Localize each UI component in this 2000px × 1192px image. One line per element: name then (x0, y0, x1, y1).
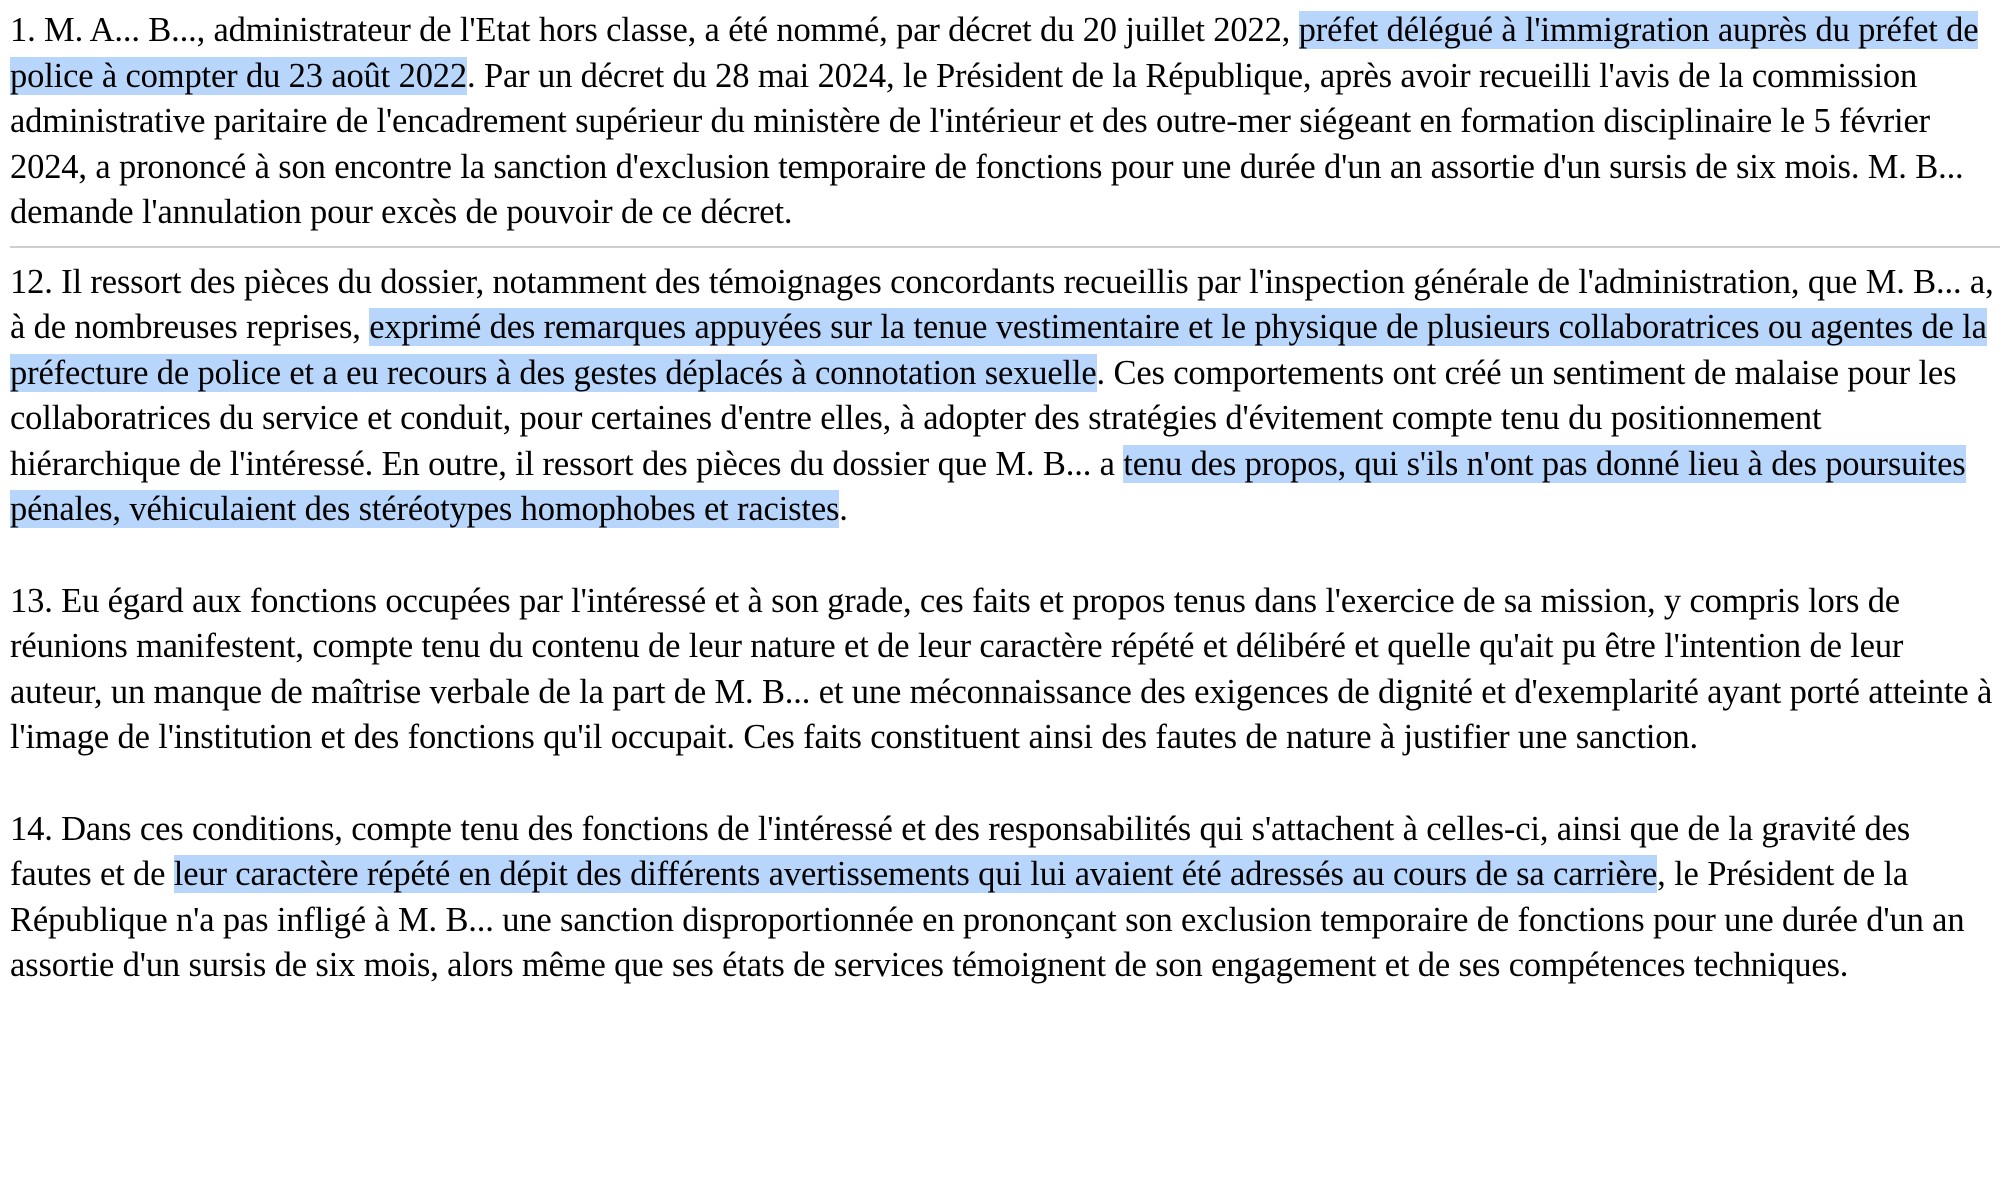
paragraph-14 (10, 807, 2000, 989)
text-segment: 14. Dans ces conditions, compte tenu des fonctions de l'intéressé et des responsabilités qui s'attachent à celles-ci, ainsi que de la gravité des fautes et de (10, 809, 1911, 893)
text-segment: , le Président de la République n'a pas infligé à M. B... une sanction disproportionnée en prononçant son exclusion temporaire de fonctions pour une durée d'un an assortie d'un sursis de six mois, alors même que ses états de services témoignent de son engagement et de ses compétences techniques. (10, 855, 1965, 984)
highlighted-text[interactable]: préfet délégué à l'immigration auprès du préfet de police à compter du 23 août 2022 (10, 11, 1979, 95)
paragraph-spacer (10, 761, 2000, 807)
paragraph-spacer (10, 533, 2000, 579)
paragraph-12 (10, 260, 2000, 533)
section-divider (10, 246, 2000, 248)
text-segment: . Ces comportements ont créé un sentiment de malaise pour les collaboratrices du service et conduit, pour certaines d'entre elles, à adopter des stratégies d'évitement compte tenu du positionnement hiérarchique de l'intéressé. En outre, il ressort des pièces du dossier que M. B... a (10, 353, 1957, 483)
text-segment: 1. M. A... B..., administrateur de l'Etat hors classe, a été nommé, par décret du 20 juillet 2022, (10, 11, 1299, 49)
text-segment: . Par un décret du 28 mai 2024, le Président de la République, après avoir recueilli l'avis de la commission administrative paritaire de l'encadrement supérieur du ministère de l'intérieur et des outre-mer siégeant en formation disciplinaire le 5 février 2024, a prononcé à son encontre la sanction d'exclusion temporaire de fonctions pour une durée d'un an assortie d'un sursis de six mois. M. B... demande l'annulation pour excès de pouvoir de ce décret. (10, 56, 1964, 231)
document-body (10, 8, 2000, 989)
highlighted-text[interactable]: tenu des propos, qui s'ils n'ont pas donné lieu à des poursuites pénales, véhiculaient des stéréotypes homophobes et racistes (10, 444, 1966, 528)
highlighted-text[interactable]: exprimé des remarques appuyées sur la tenue vestimentaire et le physique de plusieurs collaboratrices ou agentes de la préfecture de police et a eu recours à des gestes déplacés à connotation sexuelle (10, 308, 1987, 392)
paragraph-1 (10, 8, 2000, 236)
text-segment: 12. Il ressort des pièces du dossier, notamment des témoignages concordants recueillis par l'inspection générale de l'administration, que M. B... a, à de nombreuses reprises, (10, 262, 1994, 346)
paragraph-13 (10, 579, 2000, 761)
text-segment: . (839, 490, 848, 528)
text-segment: 13. Eu égard aux fonctions occupées par l'intéressé et à son grade, ces faits et propos tenus dans l'exercice de sa mission, y compris lors de réunions manifestent, compte tenu du contenu de leur nature et de leur caractère répété et délibéré et quelle qu'ait pu être l'intention de leur auteur, un manque de maîtrise verbale de la part de M. B... et une méconnaissance des exigences de dignité et d'exemplarité ayant porté atteinte à l'image de l'institution et des fonctions qu'il occupait. Ces faits constituent ainsi des fautes de nature à justifier une sanction. (10, 581, 1993, 756)
highlighted-text[interactable]: leur caractère répété en dépit des différents avertissements qui lui avaient été adressés au cours de sa carrière (173, 855, 1658, 893)
